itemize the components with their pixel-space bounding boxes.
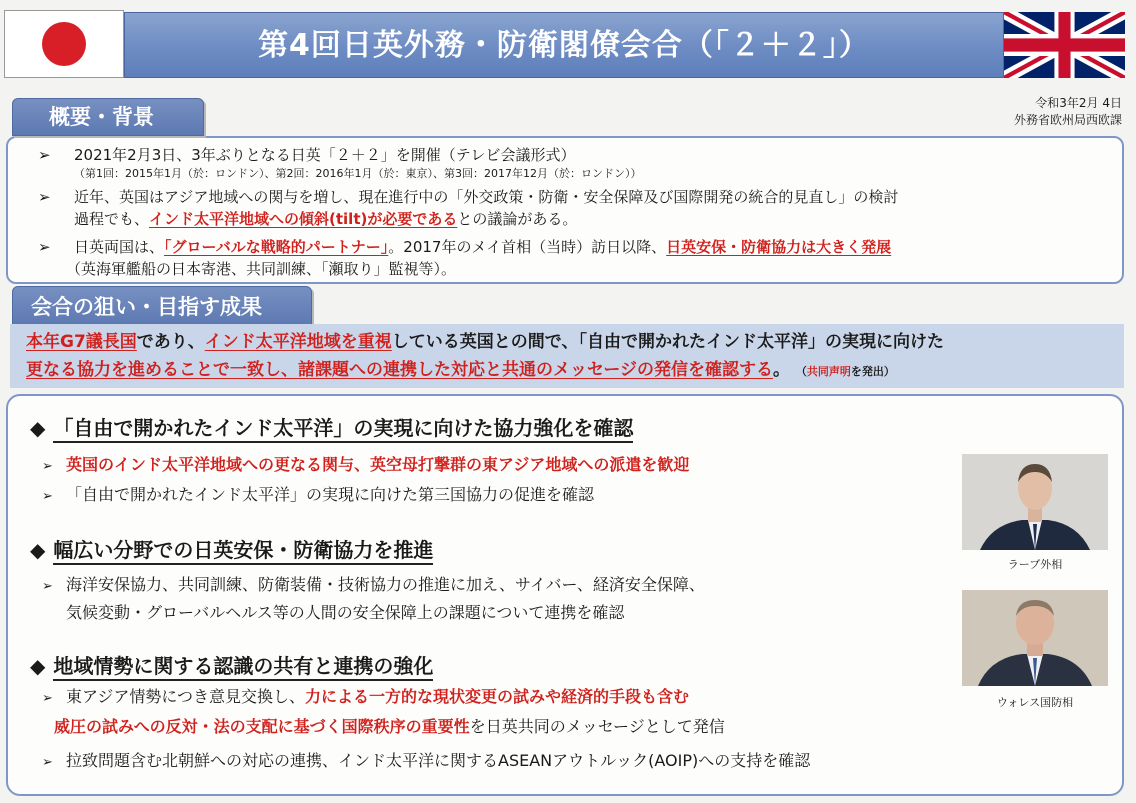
- arrow-icon: ➢: [38, 188, 51, 206]
- raab-photo: [962, 454, 1108, 550]
- arrow-icon: ➢: [38, 146, 51, 164]
- heading-regional: ◆ 地域情勢に関する認識の共有と連携の強化: [30, 652, 433, 680]
- wallace-photo: [962, 590, 1108, 686]
- diamond-icon: ◆: [30, 538, 46, 562]
- regional-item-1-cont: 威圧の試みへの反対・法の支配に基づく国際秩序の重要性を日英共同のメッセージとして発信: [54, 717, 725, 736]
- arrow-icon: ➢: [42, 459, 53, 474]
- diamond-icon: ◆: [30, 416, 46, 440]
- arrow-icon: ➢: [42, 691, 53, 706]
- regional-item-1: ➢ 東アジア情勢につき意見交換し、力による一方的な現状変更の試みや経済的手段も含む: [42, 684, 689, 712]
- overview-bullet-3: ➢ 日英両国は、「グローバルな戦略的パートナー」。2017年のメイ首相（当時）訪日以降、日英安保・防衛協力は大きく発展 （英海軍艦船の日本寄港、共同訓練、「瀬取り」監視等）。: [38, 238, 892, 278]
- title-bar: [124, 12, 1004, 78]
- heading-defense: ◆ 幅広い分野での日英安保・防衛協力を推進: [30, 536, 433, 564]
- diamond-icon: ◆: [30, 654, 46, 678]
- overview-bullet-2: ➢ 近年、英国はアジア地域への関与を増し、現在進行中の「外交政策・防衛・安全保障及び国際開発の統合的見直し」の検討 過程でも、インド太平洋地域への傾斜(tilt)が必要であるとの議論がある。: [38, 188, 899, 228]
- foip-item-1: ➢ 英国のインド太平洋地域への更なる関与、英空母打撃群の東アジア地域への派遣を歓迎: [42, 452, 689, 480]
- arrow-icon: ➢: [38, 238, 51, 256]
- raab-caption: ラーブ外相: [1007, 558, 1063, 571]
- overview-tab: 概要・背景: [12, 98, 204, 136]
- overview-bullet-1-note: （第1回：2015年1月（於：ロンドン）、第2回：2016年1月（於：東京）、第3回：2017年12月（於：ロンドン））: [74, 167, 642, 180]
- overview-bullet-1: ➢ 2021年2月3日、3年ぶりとなる日英「２＋２」を開催（テレビ会議形式）: [38, 146, 576, 164]
- wallace-caption: ウォレス国防相: [996, 696, 1074, 709]
- arrow-icon: ➢: [42, 579, 53, 594]
- document-date: 令和3年2月 4日 外務省欧州局西欧課: [1013, 96, 1122, 127]
- foip-item-2: ➢ 「自由で開かれたインド太平洋」の実現に向けた第三国協力の促進を確認: [42, 482, 594, 510]
- arrow-icon: ➢: [42, 755, 53, 770]
- arrow-icon: ➢: [42, 489, 53, 504]
- japan-flag: [4, 10, 124, 78]
- goals-tab: 会合の狙い・目指す成果: [12, 286, 312, 326]
- defense-item-1: ➢ 海洋安保協力、共同訓練、防衛装備・技術協力の推進に加え、サイバー、経済安全保障、 気候変動・グローバルヘルス等の人間の安全保障上の課題について連携を確認: [42, 575, 705, 622]
- uk-flag: [1004, 12, 1125, 78]
- heading-foip: ◆ 「自由で開かれたインド太平洋」の実現に向けた協力強化を確認: [30, 414, 633, 442]
- regional-item-2: ➢ 拉致問題含む北朝鮮への対応の連携、インド太平洋に関するASEANアウトルック(AOIP)への支持を確認: [42, 748, 810, 776]
- page-title: 第4回日英外務・防衛閣僚会合（「２＋２」）: [258, 28, 870, 63]
- goals-text: 本年G7議長国であり、インド太平洋地域を重視している英国との間で、「自由で開かれたインド太平洋」の実現に向けた 更なる協力を進めることで一致し、諸課題への連携した対応と共通のメッセージの発信を確認する。 （共同声明を発出）: [26, 332, 944, 380]
